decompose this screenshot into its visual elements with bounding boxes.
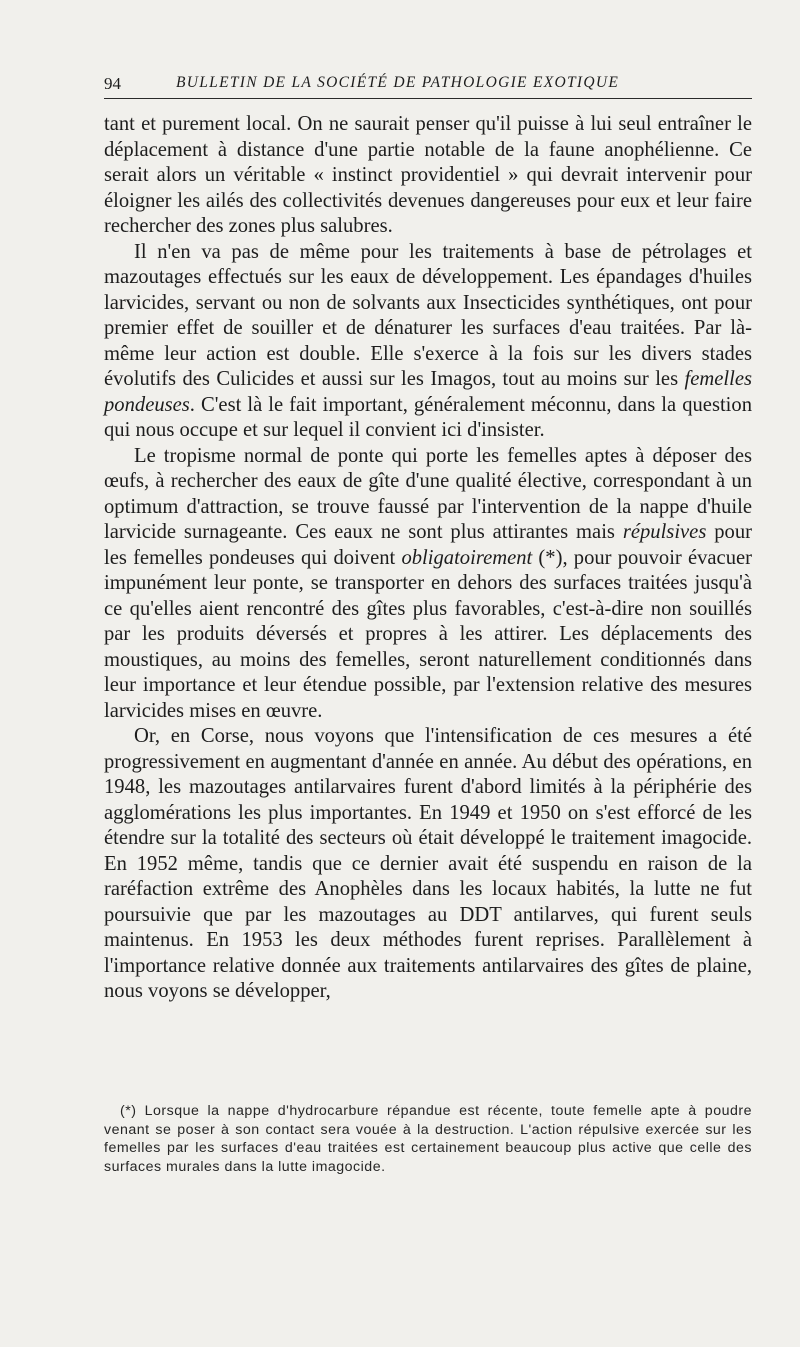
text-run: Il n'en va pas de même pour les traitements à base de pétrolages et mazoutages effectués sur les eaux de développement. Les épandages d'huiles larvicides, servant ou non de solvants aux Insecticides synthétiques, ont pour premier effet de souiller et de dénaturer les surfaces d'eau traitées. Par là-même leur action est double. Elle s'exerce à la fois sur les divers stades évolutifs des Culicides et aussi sur les Imagos, tout au moins sur les (104, 240, 752, 390)
text-run: pour les femelles pondeuses qui doivent (104, 521, 752, 569)
body-paragraph (104, 240, 752, 444)
body-paragraph (104, 724, 752, 1005)
text-run: Or, en Corse, nous voyons que l'intensification de ces mesures a été progressivement en augmentant d'année en année. Au début des opérations, en 1948, les mazoutages antilarvaires furent d'abord limités à la périphérie des agglomérations les plus importantes. En 1949 et 1950 on s'est efforcé de les étendre sur la totalité des secteurs où était développé le traitement imagocide. En 1952 même, tandis que ce dernier avait été suspendu en raison de la raréfaction extrême des Anophèles dans les locaux habités, la lutte ne fut poursuivie que par les mazoutages au DDT antilarves, qui furent seuls maintenus. En 1953 les deux méthodes furent reprises. Parallèlement à l'importance relative donnée aux traitements antilarvaires des gîtes de plaine, nous voyons se développer, (104, 725, 752, 1002)
body-paragraph (104, 112, 752, 240)
body-paragraph (104, 444, 752, 725)
page-header (104, 72, 754, 98)
italic-phrase: obligatoirement (401, 546, 533, 569)
text-run: (*), pour pouvoir évacuer impunément leur ponte, se transporter en dehors des surfaces traitées jusqu'à ce qu'elles aient rencontré des gîtes plus favorables, c'est-à-dire non souillés par les produits déversés et propres à les attirer. Les déplacements des moustiques, au moins des femelles, seront naturellement conditionnés dans leur importance et leur étendue possible, par l'extension relative des mesures larvicides mises en œuvre. (104, 546, 752, 722)
body-text (104, 112, 752, 1005)
italic-phrase: femelles pondeuses (104, 368, 752, 416)
text-run: . C'est là le fait important, généralement méconnu, dans la question qui nous occupe et sur lequel il convient ici d'insister. (104, 393, 752, 441)
text-run: tant et purement local. On ne saurait penser qu'il puisse à lui seul entraîner le déplacement à distance d'une partie notable de la faune anophélienne. Ce serait alors un véritable « instinct providentiel » qui devrait intervenir pour éloigner les ailés des collectivités devenues dangereuses pour eux et leur faire rechercher des zones plus salubres. (104, 113, 752, 237)
page-number: 94 (104, 74, 121, 93)
footnote-text: (*) Lorsque la nappe d'hydrocarbure répandue est récente, toute femelle apte à poudre venant se poser à son contact sera vouée à la destruction. L'action répulsive exercée sur les femelles par les surfaces d'eau traitées est certainement beaucoup plus active que celle des surfaces murales dans la lutte imagocide. (104, 1103, 752, 1175)
footnote (104, 1102, 752, 1176)
italic-phrase: répulsives (622, 521, 707, 543)
running-head: BULLETIN DE LA SOCIÉTÉ DE PATHOLOGIE EXOTIQUE (176, 74, 620, 91)
header-rule (104, 98, 752, 99)
text-run: Le tropisme normal de ponte qui porte les femelles aptes à déposer des œufs, à rechercher des eaux de gîte d'une qualité élective, correspondant à un optimum d'attraction, se trouve faussé par l'intervention de la nappe d'huile larvicide surnageante. Ces eaux ne sont plus attirantes mais (104, 444, 752, 543)
